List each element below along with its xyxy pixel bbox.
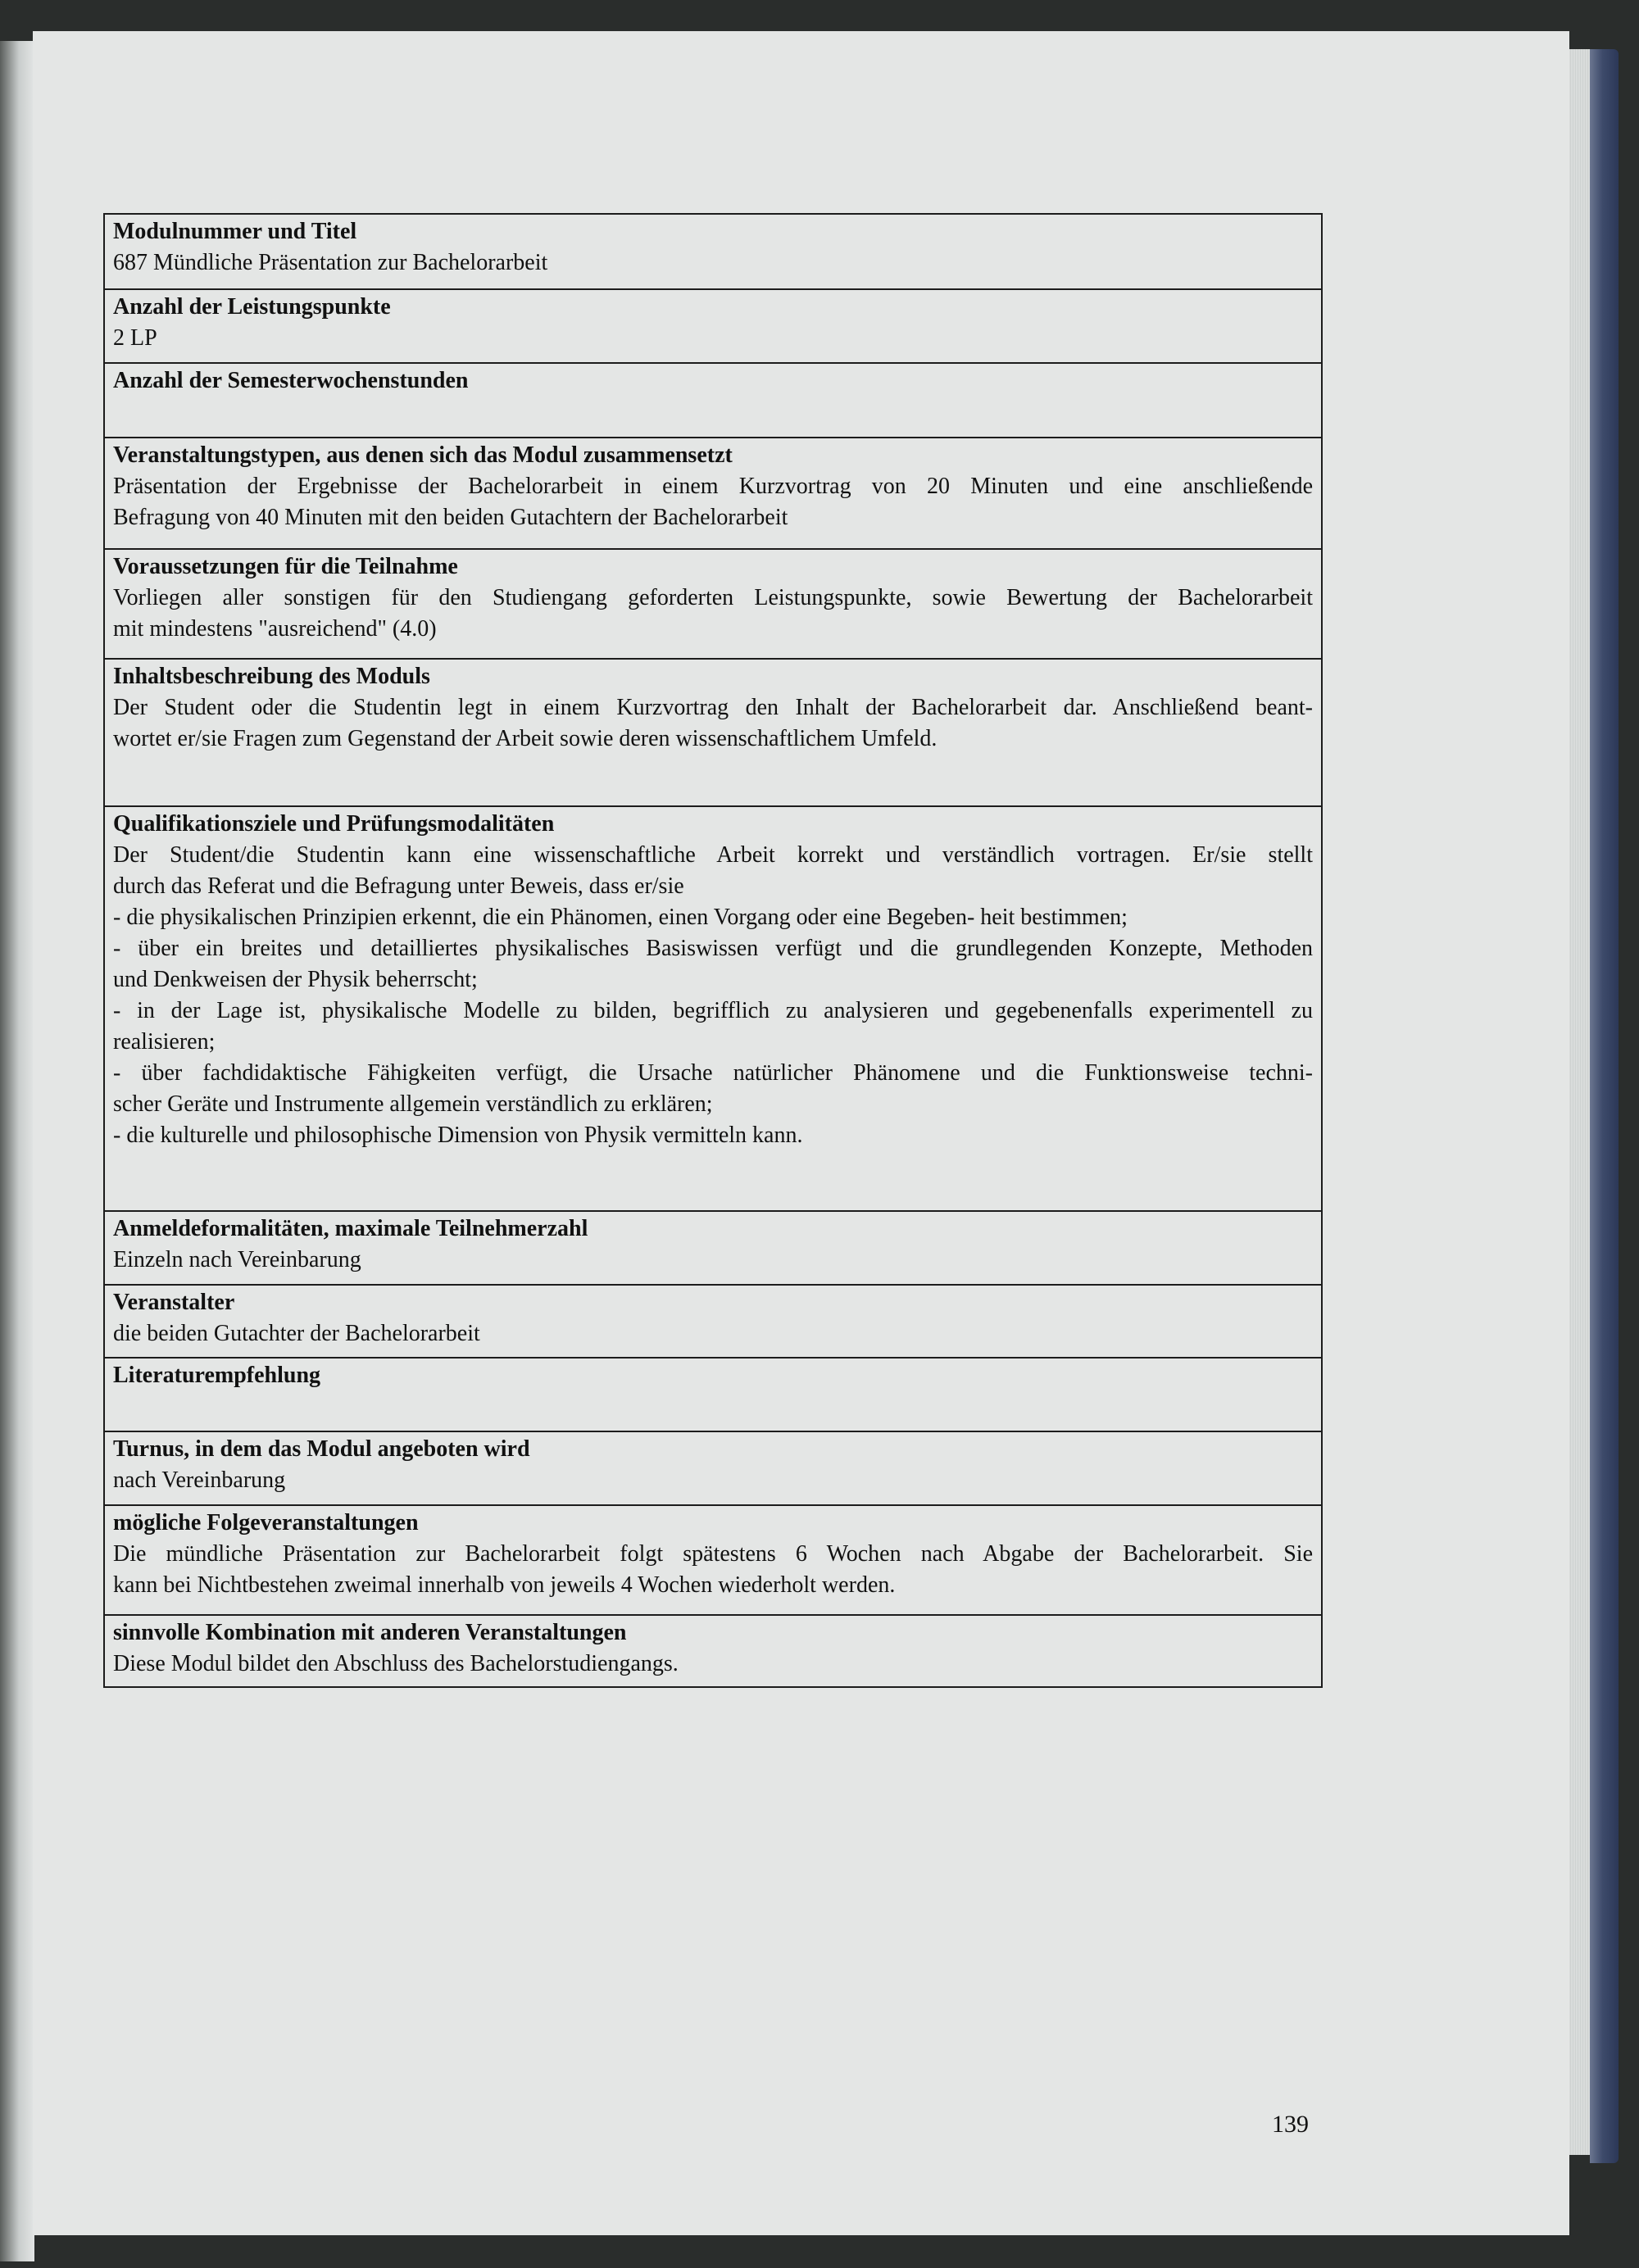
- section-prerequisites: [105, 548, 1321, 658]
- section-registration: [105, 1210, 1321, 1284]
- section-text: wortet er/sie Fragen zum Gegenstand der Arbeit sowie deren wissenschaftlichem Umfeld.: [113, 726, 938, 751]
- section-text: Befragung von 40 Minuten mit den beiden Gutachtern der Bachelorarbeit: [113, 505, 788, 530]
- section-text: und Denkweisen der Physik beherrscht;: [113, 967, 478, 992]
- section-text: die beiden Gutachter der Bachelorarbeit: [113, 1321, 480, 1346]
- book-cover-edge: [1590, 49, 1619, 2163]
- section-schedule: [105, 1431, 1321, 1504]
- section-heading: mögliche Folgeveranstaltungen: [113, 1510, 419, 1535]
- section-text: Die mündliche Präsentation zur Bachelorarbeit folgt spätestens 6 Wochen nach Abgabe der Bachelorarbeit. Sie: [113, 1541, 1313, 1567]
- section-heading: Modulnummer und Titel: [113, 219, 357, 244]
- section-text: realisieren;: [113, 1029, 216, 1055]
- section-text: - über fachdidaktische Fähigkeiten verfügt, die Ursache natürlicher Phänomene und die Funktionsweise techni-: [113, 1060, 1313, 1086]
- section-content-description: [105, 658, 1321, 805]
- section-heading: Turnus, in dem das Modul angeboten wird: [113, 1436, 530, 1462]
- section-heading: Anzahl der Leistungspunkte: [113, 294, 391, 320]
- section-weekly-hours: [105, 362, 1321, 437]
- section-text: 2 LP: [113, 325, 157, 351]
- section-heading: sinnvolle Kombination mit anderen Veranstaltungen: [113, 1620, 627, 1645]
- section-heading: Literaturempfehlung: [113, 1363, 321, 1388]
- section-course-types: [105, 437, 1321, 548]
- section-heading: Voraussetzungen für die Teilnahme: [113, 554, 458, 579]
- section-text: scher Geräte und Instrumente allgemein verständlich zu erklären;: [113, 1091, 713, 1117]
- section-text: Der Student oder die Studentin legt in einem Kurzvortrag den Inhalt der Bachelorarbeit dar. Anschließend beant-: [113, 695, 1313, 720]
- section-heading: Anmeldeformalitäten, maximale Teilnehmerzahl: [113, 1216, 588, 1241]
- section-credit-points: [105, 288, 1321, 362]
- section-follow-up-courses: [105, 1504, 1321, 1614]
- document-page: [33, 31, 1569, 2235]
- section-text: - in der Lage ist, physikalische Modelle zu bilden, begrifflich zu analysieren und gegebenenfalls experimentell zu: [113, 998, 1313, 1023]
- section-text: Vorliegen aller sonstigen für den Studiengang geforderten Leistungspunkte, sowie Bewertung der Bachelorarbeit: [113, 585, 1313, 610]
- section-heading: Qualifikationsziele und Prüfungsmodalitäten: [113, 811, 555, 837]
- section-heading: Anzahl der Semesterwochenstunden: [113, 368, 469, 393]
- section-text: mit mindestens "ausreichend" (4.0): [113, 616, 437, 642]
- section-text: Der Student/die Studentin kann eine wissenschaftliche Arbeit korrekt und verständlich vortragen. Er/sie stellt: [113, 842, 1313, 868]
- section-qualification-goals: [105, 805, 1321, 1210]
- section-organizer: [105, 1284, 1321, 1357]
- section-text: - die kulturelle und philosophische Dimension von Physik vermitteln kann.: [113, 1123, 803, 1148]
- section-text: Einzeln nach Vereinbarung: [113, 1247, 361, 1272]
- module-description-table: [103, 213, 1323, 1688]
- page-number: 139: [1272, 2111, 1309, 2138]
- section-text: 687 Mündliche Präsentation zur Bachelorarbeit: [113, 250, 548, 275]
- section-text: kann bei Nichtbestehen zweimal innerhalb von jeweils 4 Wochen wiederholt werden.: [113, 1572, 896, 1598]
- section-literature: [105, 1357, 1321, 1431]
- section-text: nach Vereinbarung: [113, 1467, 286, 1493]
- section-text: Diese Modul bildet den Abschluss des Bachelorstudiengangs.: [113, 1651, 679, 1676]
- section-heading: Inhaltsbeschreibung des Moduls: [113, 664, 430, 689]
- section-heading: Veranstalter: [113, 1290, 235, 1315]
- section-module-number-title: [105, 215, 1321, 288]
- section-text: - über ein breites und detailliertes physikalisches Basiswissen verfügt und die grundlegenden Konzepte, Methoden: [113, 936, 1313, 961]
- section-combination: [105, 1614, 1321, 1686]
- book-left-edge: [0, 41, 34, 2261]
- section-text: Präsentation der Ergebnisse der Bachelorarbeit in einem Kurzvortrag von 20 Minuten und eine anschließende: [113, 474, 1313, 499]
- section-text: - die physikalischen Prinzipien erkennt, die ein Phänomen, einen Vorgang oder eine Begeben- heit bestimmen;: [113, 905, 1128, 930]
- section-heading: Veranstaltungstypen, aus denen sich das Modul zusammensetzt: [113, 442, 733, 468]
- section-text: durch das Referat und die Befragung unter Beweis, dass er/sie: [113, 873, 684, 899]
